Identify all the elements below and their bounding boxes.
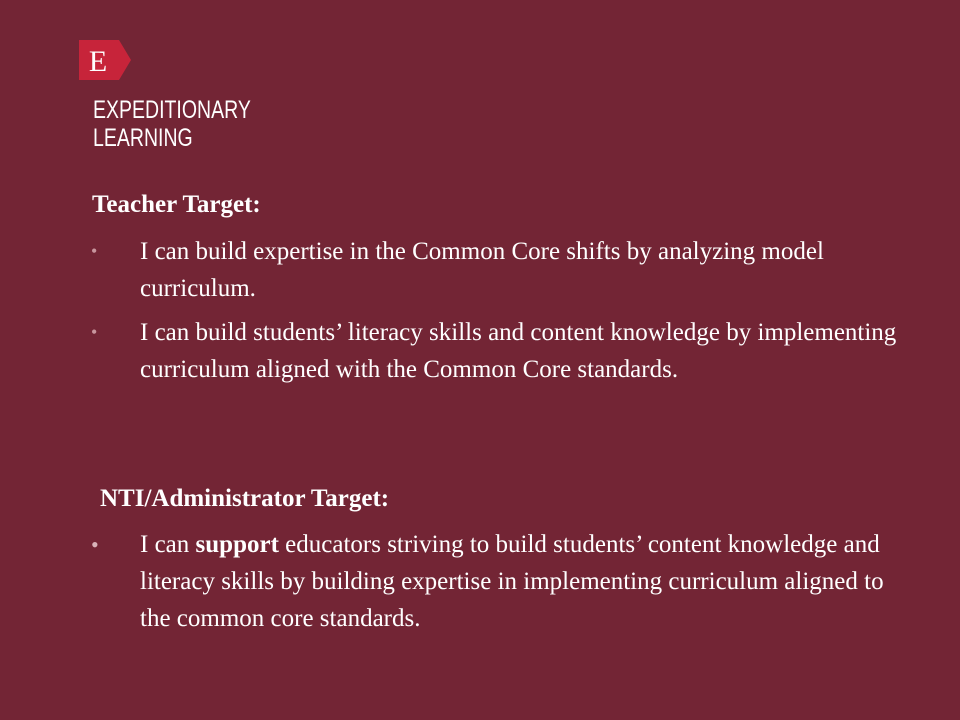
logo-badge-icon [79,40,131,80]
teacher-target-item-1-text: I can build expertise in the Common Core shifts by analyzing model curriculum. [140,238,824,302]
admin-target-item-1-text [140,526,910,637]
teacher-target-heading: Teacher Target: [92,191,261,218]
admin-item-rest: educators striving to build students’ content knowledge and literacy skills by building expertise in implementing curriculum aligned to the common core standards. [140,531,884,632]
teacher-target-item-2-text: I can build students’ literacy skills and content knowledge by implementing curriculum aligned with the Common Core standards. [140,319,897,383]
bullet-icon: • [91,532,99,557]
admin-target-item-1 [91,526,910,637]
bullet-icon: • [91,322,98,342]
logo-wordmark [93,96,249,152]
admin-item-emphasis: support [195,531,279,558]
admin-item-prefix: I can [140,531,196,558]
logo-line-1: EXPEDITIONARY [93,96,251,124]
teacher-target-item-2 [91,314,910,388]
bullet-icon: • [91,241,98,261]
teacher-target-item-1 [91,233,910,307]
admin-target-heading: NTI/Administrator Target: [100,485,390,512]
logo-mark-letter: E [88,45,108,78]
logo-line-2: LEARNING [93,124,193,152]
